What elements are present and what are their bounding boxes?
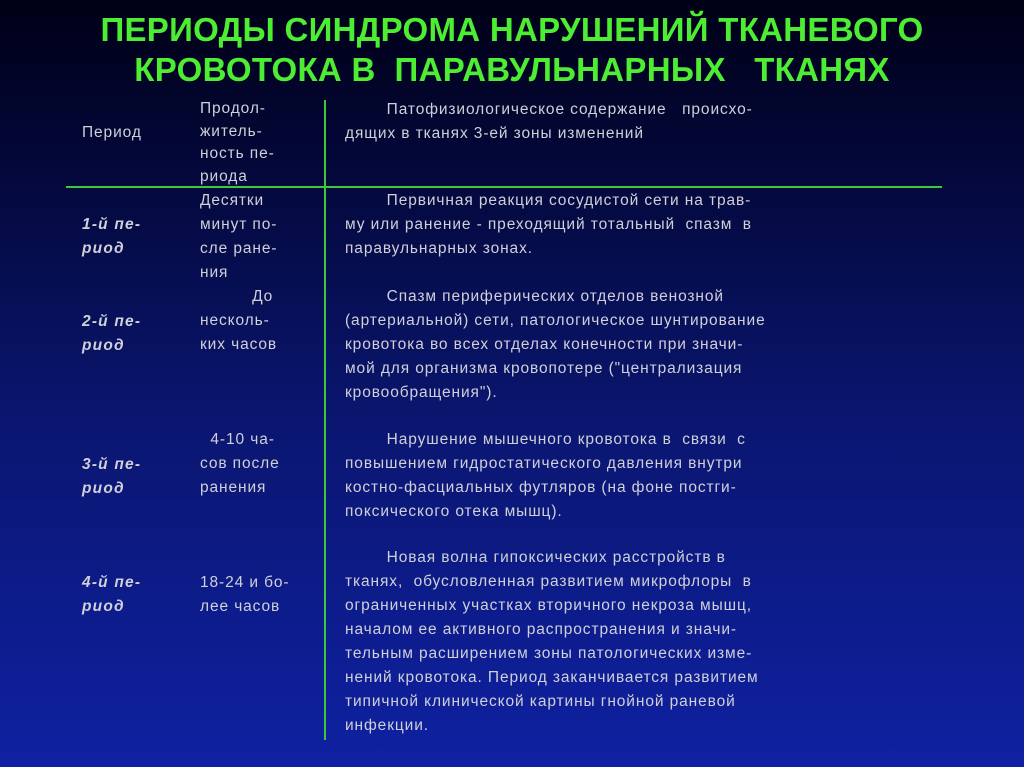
row-3-duration: 4-10 ча- сов после ранения bbox=[200, 431, 280, 496]
header-divider bbox=[66, 186, 942, 188]
slide-title-line-1: ПЕРИОДЫ СИНДРОМА НАРУШЕНИЙ ТКАНЕВОГО bbox=[100, 11, 924, 48]
row-4-duration: 18-24 и бо- лее часов bbox=[200, 574, 290, 615]
row-4-period: 4-й пе- риод bbox=[82, 574, 142, 615]
row-2-period: 2-й пе- риод bbox=[82, 313, 142, 354]
row-3-content: Нарушение мышечного кровотока в связи с повышением гидростатического давления внутри костно-фасциальных футляров (на фоне постги- поксического отека мышц). bbox=[345, 431, 746, 520]
row-1-duration: Десятки минут по- сле ране- ния bbox=[200, 192, 278, 281]
header-period: Период bbox=[82, 124, 142, 141]
slide-title-line-2: КРОВОТОКА В ПАРАВУЛЬНАРНЫХ ТКАНЯХ bbox=[134, 51, 890, 88]
header-duration: Продол- житель- ность пе- риода bbox=[200, 100, 275, 185]
row-3-period: 3-й пе- риод bbox=[82, 456, 142, 497]
column-divider bbox=[324, 100, 326, 740]
row-1-content: Первичная реакция сосудистой сети на трав- му или ранение - преходящий тотальный спазм в паравульнарных зонах. bbox=[345, 192, 752, 257]
row-4-content: Новая волна гипоксических расстройств в тканях, обусловленная развитием микрофлоры в ограниченных участках вторичного некроза мышц, началом ее активного распространения и значи- тельным расширением зоны патологических изме- нений кровотока. Период заканчивается развитием типичной клинической картины гнойной раневой инфекции. bbox=[345, 549, 759, 734]
slide-title bbox=[0, 10, 1024, 90]
row-2-content: Спазм периферических отделов венозной (артериальной) сети, патологическое шунтирование кровотока во всех отделах конечности при значи- мой для организма кровопотере ("централизация кровообращения"). bbox=[345, 288, 766, 401]
row-2-duration: До несколь- ких часов bbox=[200, 288, 278, 353]
header-content: Патофизиологическое содержание происхо- дящих в тканях 3-ей зоны изменений bbox=[345, 101, 753, 142]
row-1-period: 1-й пе- риод bbox=[82, 216, 142, 257]
